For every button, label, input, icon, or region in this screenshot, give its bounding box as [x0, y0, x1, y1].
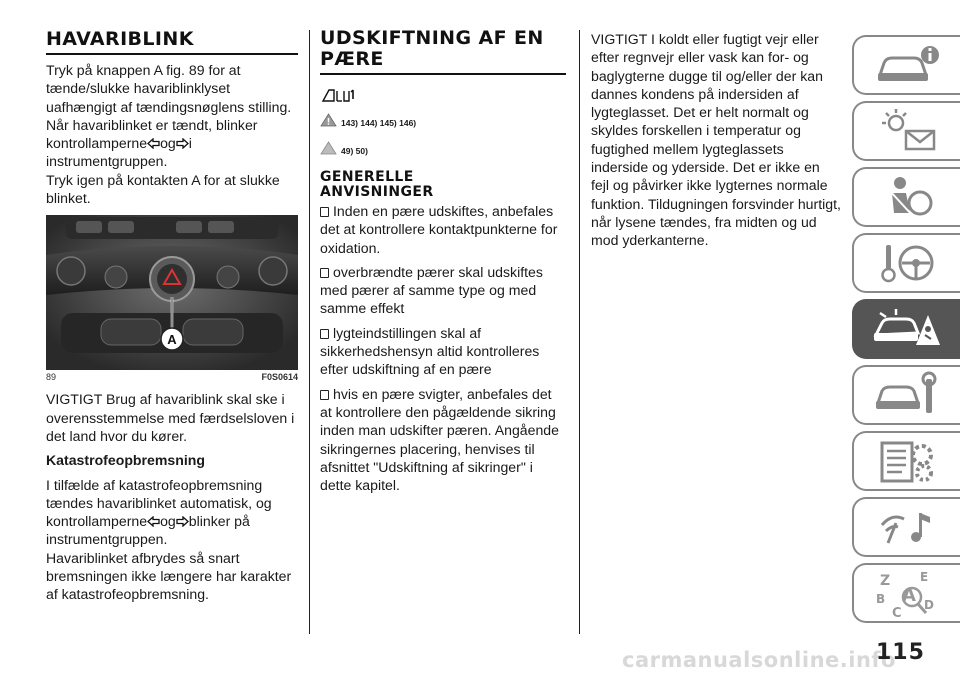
turn-left-arrow-icon [147, 138, 160, 149]
subsection-heading: Katastrofeopbremsning [46, 452, 205, 469]
subsection-heading-line: ANVISNINGER [320, 184, 434, 200]
bullet-icon [320, 390, 329, 400]
safety-icon [872, 173, 942, 221]
index-letter: A [902, 585, 916, 606]
bulb-symbol-row [320, 87, 566, 108]
section-heading-line: UDSKIFTNING AF EN [320, 27, 544, 49]
bullet-item [320, 385, 566, 495]
index-letter: E [920, 570, 929, 584]
bullet-item [320, 324, 566, 379]
index-letter: B [876, 592, 886, 606]
figure-code: F0S0614 [261, 372, 298, 383]
figure-callout-label: A [167, 332, 177, 348]
subsection-heading [320, 170, 566, 200]
subsection-heading-line: GENERELLE [320, 169, 414, 185]
column-divider [579, 30, 580, 634]
column-divider [309, 30, 310, 634]
index-letter: C [892, 606, 902, 619]
paragraph [46, 61, 298, 171]
vigtigt-note: VIGTIGT Brug af havariblink skal ske i overensstemmelse med færdselsloven i det land hvor du kører. [46, 391, 295, 444]
turn-left-arrow-icon [147, 516, 160, 527]
warning-refs-text: 143) 144) 145) 146) [341, 118, 417, 128]
paragraph-text: i instrumentgruppen. [46, 135, 192, 170]
technical-data-icon [872, 437, 942, 485]
watermark: carmanualsonline.info [622, 648, 896, 672]
bullet-icon [320, 329, 329, 339]
index-icon [872, 567, 942, 619]
chapter-tab-car-info[interactable] [852, 35, 960, 95]
caution-refs-text: 49) 50) [341, 146, 368, 156]
paragraph-text: Tryk på knappen A fig. 89 for at tænde/slukke havariblinklyset uafhængigt af tændingsnøglens stilling. Når havariblinket er tændt, blinker kontrollamperne [46, 62, 292, 152]
paragraph-text: I tilfælde af katastrofeopbremsning tændes havariblinket automatisk, og kontrollamperne [46, 476, 272, 530]
caution-triangle-icon [320, 141, 337, 155]
maintenance-icon [872, 371, 942, 419]
chapter-tab-multimedia[interactable] [852, 497, 960, 557]
index-letter: Z [880, 573, 891, 589]
column-bulb-replacement [320, 28, 566, 494]
bullet-item [320, 202, 566, 257]
bullet-text: Inden en pære udskiftes, anbefales det at kontrollere kontaktpunkterne for oxidation. [320, 203, 558, 256]
bullet-text: hvis en pære svigter, anbefales det at kontrollere den pågældende sikring inden man udskifter pæren. Angående sikringernes placering, henvises til afsnittet "Udskiftning af sikringer" i dette kapitel. [320, 385, 559, 494]
page-number: 115 [876, 640, 925, 665]
index-letter: D [924, 598, 934, 612]
caution-references [320, 140, 566, 156]
hazard-button-photo [46, 215, 298, 370]
dashboard-lights-icon [872, 107, 942, 155]
paragraph: Tryk igen på kontakten A for at slukke blinket. [46, 171, 280, 207]
bullet-item [320, 263, 566, 318]
figure-photo [46, 215, 298, 370]
bulb-light-icon [320, 87, 360, 103]
figure-caption [46, 372, 298, 382]
section-heading-line: PÆRE [320, 48, 384, 70]
chapter-tab-driving[interactable] [852, 233, 960, 293]
driving-icon [872, 239, 942, 287]
turn-right-arrow-icon [176, 516, 189, 527]
chapter-tab-index[interactable] [852, 563, 960, 623]
emergency-icon [870, 305, 944, 353]
bullet-text: lygteindstillingen skal af sikkerhedshensyn altid kontrolleres efter udskiftning af en pære [320, 324, 540, 378]
turn-right-arrow-icon [176, 138, 189, 149]
section-heading: HAVARIBLINK [46, 28, 298, 55]
bullet-text: overbrændte pærer skal udskiftes med pærer af samme type og med samme effekt [320, 263, 543, 317]
column-hazard-lights [46, 28, 298, 604]
chapter-tab-emergency[interactable] [852, 299, 960, 359]
bullet-icon [320, 207, 329, 217]
paragraph: Havariblinket afbrydes så snart bremsningen ikke længere har karakter af katastrofeopbremsning. [46, 549, 292, 603]
column-condensation-note [591, 28, 841, 250]
bullet-icon [320, 268, 329, 278]
chapter-tab-technical-data[interactable] [852, 431, 960, 491]
paragraph-text: og [160, 513, 176, 530]
chapter-tab-dashboard-lights[interactable] [852, 101, 960, 161]
warning-triangle-icon [320, 113, 337, 127]
chapter-tab-safety[interactable] [852, 167, 960, 227]
chapter-tab-maintenance[interactable] [852, 365, 960, 425]
figure-number: 89 [46, 372, 57, 383]
car-info-icon [872, 43, 942, 87]
section-heading [320, 28, 566, 75]
paragraph-text: og [160, 135, 176, 152]
chapter-tabs [852, 35, 960, 629]
paragraph [46, 476, 298, 549]
paragraph-text: blinker på instrumentgruppen. [46, 513, 250, 548]
vigtigt-note: VIGTIGT I koldt eller fugtigt vejr eller efter regnvejr eller vask kan for- og baglygterne dugge til og/eller der kan dannes kondens på indersiden af lygteglasset. Det er helt normalt og skyldes forskellen i temperatur og fugtighed mellem lygteglassets inderside og yderside. Det er ikke en fejl og påvirker ikke lygternes normale funktion. Tildugningen forsvinder hurtigt, når lysene tændes, fra midten og ud mod yderkanterne. [591, 31, 841, 249]
multimedia-icon [872, 503, 942, 551]
warning-references [320, 112, 566, 128]
